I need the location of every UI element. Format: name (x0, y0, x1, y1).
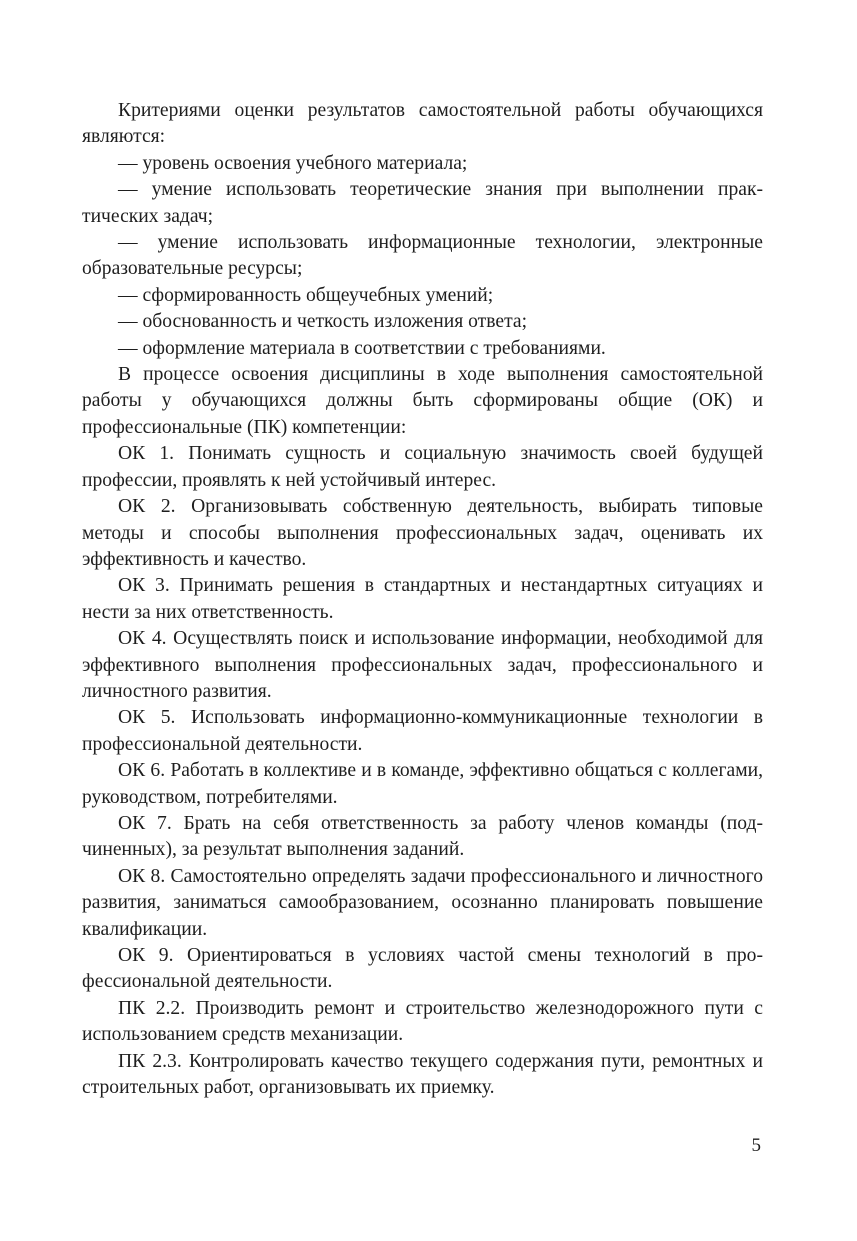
page-number: 5 (751, 1135, 761, 1156)
criteria-item: — умение использовать теоретические знания при выполнении практических задач; (82, 179, 763, 227)
competency-ok-1: ОК 1. Понимать сущность и социальную значимость своей будущей профессии, проявлять к ней устойчивый интерес. (82, 443, 763, 491)
competency-ok-2: ОК 2. Организовывать собственную деятельность, выбирать типовые методы и способы выполнения профессиональных задач, оценивать их эффективность и качество. (82, 496, 763, 570)
competencies-intro-paragraph: В процессе освоения дисциплины в ходе выполнения самостоятельной работы у обучающихся должны быть сформированы общие (ОК) и профессиональные (ПК) компетенции: (82, 364, 763, 438)
competency-ok-6: ОК 6. Работать в коллективе и в команде, эффективно общаться с коллегами, руководством, потребителями. (82, 760, 763, 808)
competency-ok-8: ОК 8. Самостоятельно определять задачи профессионального и личностного развития, заниматься самообразованием, осознанно планировать повышение квалификации. (82, 865, 763, 940)
criteria-item: — умение использовать информационные технологии, электронные образовательные ресурсы; (82, 232, 763, 280)
document-page (82, 98, 763, 1101)
competencies-list (82, 441, 763, 1101)
competency-ok-4: ОК 4. Осуществлять поиск и использование информации, необходимой для эффективного выполнения профессиональных задач, профессионального и личностного развития. (82, 628, 763, 702)
criteria-item: — обоснованность и четкость изложения ответа; (118, 311, 528, 333)
criteria-list (82, 151, 763, 362)
competency-ok-9: ОК 9. Ориентироваться в условиях частой смены технологий в профессиональной деятельности. (82, 945, 763, 993)
intro-paragraph: Критериями оценки результатов самостоятельной работы обучающихся являются: (82, 100, 763, 148)
competency-pk-2-3: ПК 2.3. Контролировать качество текущего содержания пути, ремонтных и строительных работ, организовывать их приемку. (82, 1050, 763, 1099)
criteria-item: — сформированность общеучебных умений; (118, 284, 494, 306)
competency-ok-5: ОК 5. Использовать информационно-коммуникационные технологии в профессиональной деятельности. (82, 707, 763, 755)
competency-pk-2-2: ПК 2.2. Производить ремонт и строительство железнодорожного пути с использованием средств механизации. (82, 997, 763, 1046)
competency-ok-7: ОК 7. Брать на себя ответственность за работу членов команды (подчиненных), за результат выполнения заданий. (82, 812, 763, 861)
competency-ok-3: ОК 3. Принимать решения в стандартных и нестандартных ситуациях и нести за них ответственность. (82, 575, 763, 623)
criteria-item: — уровень освоения учебного материала; (118, 152, 468, 174)
criteria-item: — оформление материала в соответствии с требованиями. (118, 337, 606, 359)
